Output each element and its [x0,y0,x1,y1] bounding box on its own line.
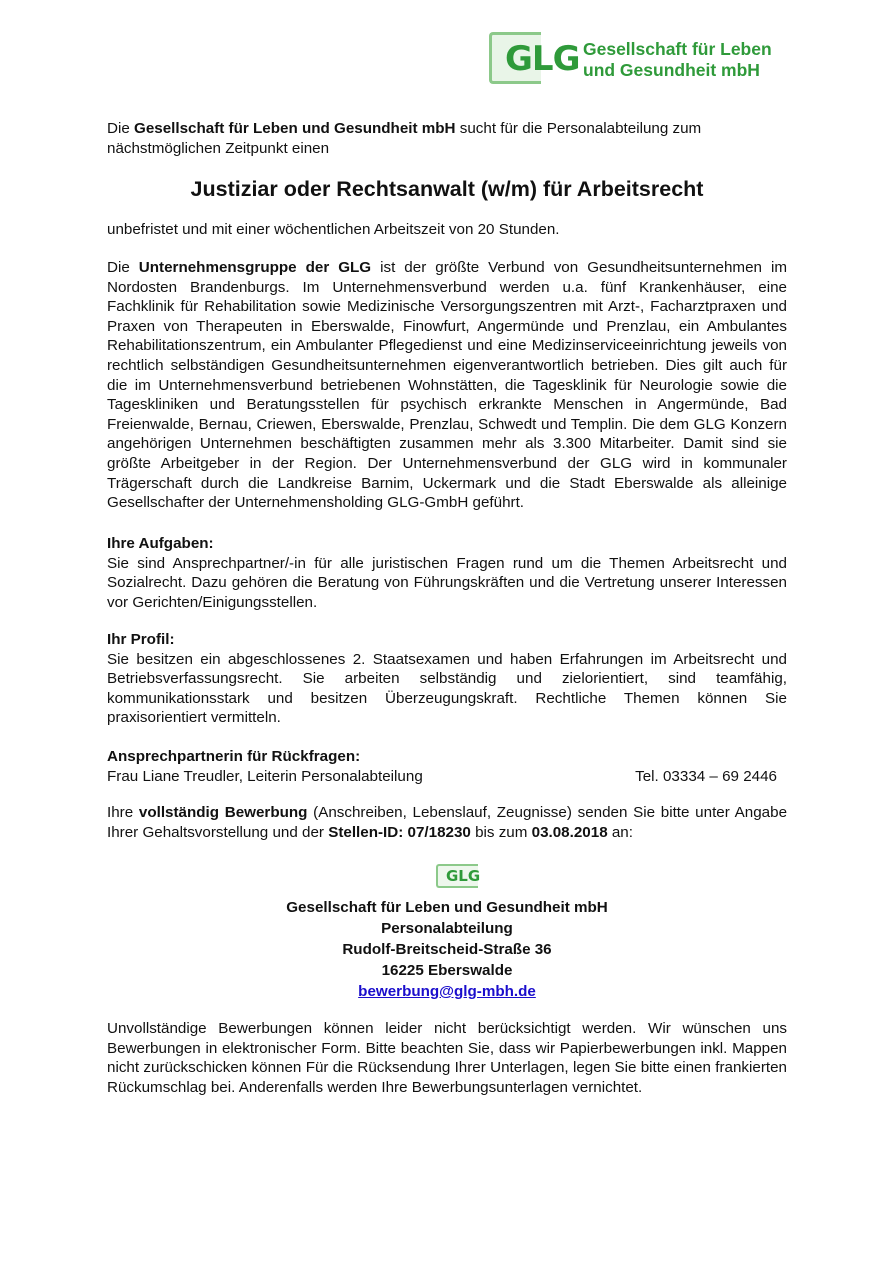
tasks-section [107,534,787,612]
group-name: Unternehmensgruppe der GLG [138,259,372,276]
email-link[interactable]: bewerbung@glg-mbh.de [358,983,536,1000]
glg-logo-wordmark [583,39,772,81]
profile-section [107,630,787,728]
company-name: Gesellschaft für Leben und Gesundheit mbH [134,120,456,137]
address-block [107,897,787,1002]
glg-logo-mark [489,32,580,88]
contact-person: Frau Liane Treudler, Leiterin Personalabteilung [107,767,423,785]
address-department: Personalabteilung [381,920,513,937]
tasks-body: Sie sind Ansprechpartner/-in für alle juristischen Fragen rund um die Themen Arbeitsrecht und Sozialrecht. Dazu gehören die Beratung von Führungskräften und die Vertretung unserer Interessen vor Gerichten/Einigungsstellen. [107,554,787,611]
job-title: Justiziar oder Rechtsanwalt (w/m) für Arbeitsrecht [190,177,704,201]
glg-logo [489,31,772,89]
profile-body: Sie besitzen ein abgeschlossenes 2. Staatsexamen und haben Erfahrungen im Arbeitsrecht und Betriebsverfassungsrecht. Sie arbeiten selbständig und zielorientiert, sind teamfähig, kommunikationsstark und besitzen Überzeugungskraft. Rechtliche Themen können Sie praxisorientiert vermitteln. [107,650,787,727]
closing-paragraph: Unvollständige Bewerbungen können leider nicht berücksichtigt werden. Wir wünschen uns Bewerbungen in elektronischer Form. Bitte beachten Sie, dass wir Papierbewerbungen inkl. Mappen nicht zurückschicken können Für die Rücksendung Ihrer Unterlagen, legen Sie bitte einen frankierten Rückumschlag bei. Anderenfalls werden Ihre Bewerbungsunterlagen vernichtet. [107,1020,787,1096]
employment-terms: unbefristet und mit einer wöchentlichen Arbeitszeit von 20 Stunden. [107,221,560,238]
application-instructions: Ihre vollständig Bewerbung (Anschreiben, Lebenslauf, Zeugnisse) senden Sie bitte unter Angabe Ihrer Gehaltsvorstellung und der Stellen-ID: 07/18230 bis zum 03.08.2018 an: [107,804,788,841]
contact-phone: Tel. 03334 – 69 2446 [635,767,777,785]
deadline: 03.08.2018 [531,823,608,841]
glg-logo-letters: GLG [505,39,580,79]
company-description: Die Unternehmensgruppe der GLG ist der größte Verbund von Gesundheitsunternehmen im Nordosten Brandenburgs. Im Unternehmensverbund werden u.a. fünf Krankenhäuser, eine Fachklinik für Rehabilitation sowie Medizinische Versorgungszentren mit Arzt-, Facharztpraxen und Praxen von Therapeuten in Eberswalde, Finowfurt, Angermünde und Prenzlau, ein Ambulantes Rehabilitationszentrum, ein Ambulanter Pflegedienst und eine Medizinserviceeinrichtung jeweils von rechtlich selbständigen Gesundheitsunternehmen eigenverantwortlich betrieben. Dies gilt auch für die im Unternehmensverbund betriebenen Wohnstätten, die Tagesklinik für Neurologie sowie die Tageskliniken und Beratungsstellen für psychisch erkrankte Menschen in Angermünde, Bad Freienwalde, Bernau, Criewen, Eberswalde, Prenzlau, Schwedt und Templin. Die dem GLG Konzern angehörigen Unternehmen beschäftigten zusammen mehr als 3.300 Mitarbeiter. Damit sind sie größte Arbeitgeber in der Region. Der Unternehmensverbund der GLG wird in kommunaler Trägerschaft durch die Landkreise Barnim, Uckermark und die Stadt Eberswalde als alleinige Gesellschafter der Unternehmensholding GLG-GmbH geführt. [107,259,787,512]
contact-row [107,767,787,787]
intro-paragraph: Die Gesellschaft für Leben und Gesundheit mbH sucht für die Personalabteilung zum nächstmöglichen Zeitpunkt einen [107,120,702,157]
address-city: 16225 Eberswalde [381,962,513,979]
address-company: Gesellschaft für Leben und Gesundheit mbH [286,899,608,916]
job-id: Stellen-ID: 07/18230 [328,823,471,841]
contact-section [107,747,787,786]
address-street: Rudolf-Breitscheid-Straße 36 [342,941,552,958]
logo-line-2: und Gesundheit mbH [583,60,760,80]
contact-heading: Ansprechpartnerin für Rückfragen: [107,748,361,765]
glg-small-logo: GLG [436,864,478,888]
tasks-heading: Ihre Aufgaben: [107,535,214,552]
profile-heading: Ihr Profil: [107,631,175,648]
logo-line-1: Gesellschaft für Leben [583,39,772,59]
